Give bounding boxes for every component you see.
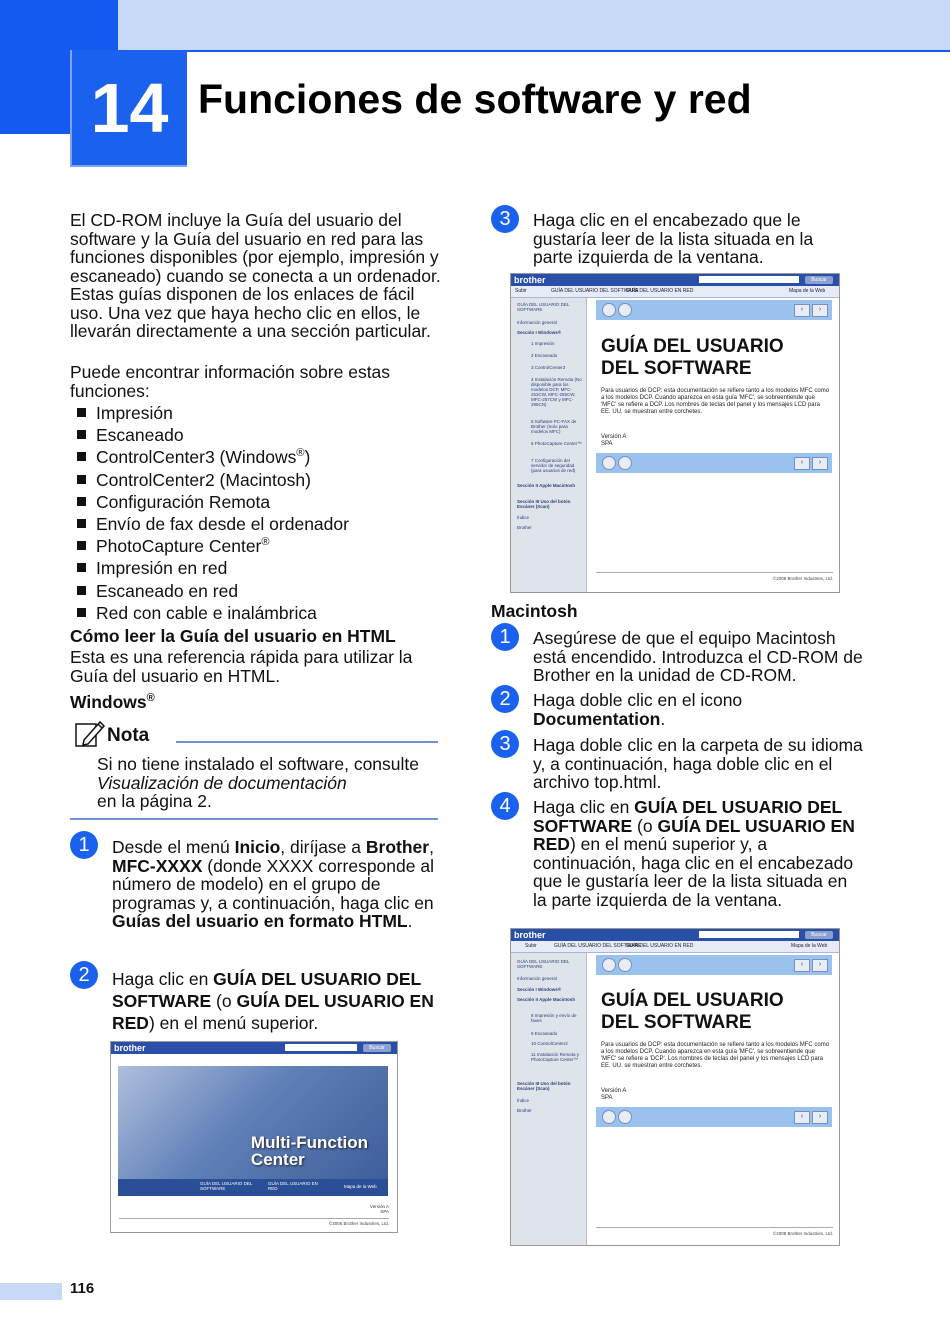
step-3-text: Haga clic en el encabezado que le gustaría leer de la lista situada en la parte izquierda de la ventana.	[533, 210, 814, 267]
footer-rule	[119, 1218, 389, 1219]
search-input[interactable]	[699, 931, 799, 938]
bullet-item: Escaneado en red	[77, 582, 238, 601]
screenshot-software-guide-mac	[510, 928, 840, 1246]
footer-rule	[596, 1227, 833, 1228]
sidebar-item[interactable]: Sección III Uso del botón Escáner (Scan)	[517, 499, 571, 509]
search-button[interactable]: Buscar	[805, 931, 833, 939]
sidebar-item[interactable]: 6 PhotoCapture Center™	[531, 441, 582, 446]
print-icon[interactable]	[618, 958, 632, 972]
version-text: Versión A SPA	[601, 1088, 627, 1101]
sidebar-item[interactable]: 11 Instalación Remota y PhotoCapture Center™	[531, 1052, 579, 1062]
hero-image	[118, 1066, 388, 1196]
bullet-item: Red con cable e inalámbrica	[77, 604, 317, 623]
mac-step-4-text: Haga clic en GUÍA DEL USUARIO DEL SOFTWARE (o GUÍA DEL USUARIO EN RED) en el menú superior y, a continuación, haga clic en el encabezado que le gustaría leer de la lista situada en la parte izquierda de la ventana.	[533, 797, 855, 910]
tab-up[interactable]: Subir	[515, 288, 527, 294]
pencil-note-icon	[74, 718, 106, 748]
bullet-item: Configuración Remota	[77, 493, 270, 512]
next-icon[interactable]: ›	[812, 457, 828, 470]
tab-network-guide[interactable]: GUÍA DEL USUARIO EN RED	[626, 943, 694, 949]
menu-network-guide[interactable]: GUÍA DEL USUARIO EN RED	[268, 1181, 318, 1191]
guide-title: GUÍA DEL USUARIO DEL SOFTWARE	[601, 990, 784, 1033]
print-icon[interactable]	[618, 303, 632, 317]
prev-icon[interactable]: ‹	[794, 959, 810, 972]
brother-logo: brother	[514, 930, 546, 940]
header-rule	[118, 50, 950, 52]
footer-rule	[596, 572, 833, 573]
sidebar-item[interactable]: Sección III Uso del botón Escáner (Scan)	[517, 1081, 571, 1091]
sidebar	[511, 953, 587, 1245]
content-header-bar	[596, 955, 832, 975]
step-number: 1	[70, 831, 98, 859]
step-number: 4	[491, 792, 519, 820]
hero-menu	[118, 1179, 388, 1196]
next-icon[interactable]: ›	[812, 1111, 828, 1124]
bullet-item: Impresión	[77, 404, 173, 423]
tab-software-guide[interactable]: GUÍA DEL USUARIO DEL SOFTWARE	[554, 943, 642, 949]
header-band	[0, 0, 950, 50]
sidebar-item[interactable]: 8 Impresión y envío de faxes	[531, 1013, 577, 1023]
howto-paragraph: Esta es una referencia rápida para utilizar la Guía del usuario en HTML.	[70, 647, 413, 686]
intro-paragraph: El CD-ROM incluye la Guía del usuario del software y la Guía del usuario en red para las funciones disponibles (por ejemplo, impresión y escaneado) cuando se conecta a un ordenador. Estas guías disponen de los enlaces de fácil uso. Una vez que haya hecho clic en ellos, le llevarán directamente a una sección particular.	[70, 210, 441, 341]
prev-icon[interactable]: ‹	[794, 1111, 810, 1124]
top-menu	[511, 286, 839, 298]
menu-software-guide[interactable]: GUÍA DEL USUARIO DEL SOFTWARE	[200, 1181, 253, 1191]
step-2-text: Haga clic en GUÍA DEL USUARIO DEL SOFTWARE (o GUÍA DEL USUARIO EN RED) en el menú superior.	[112, 969, 434, 1033]
bullet-item: Impresión en red	[77, 559, 227, 578]
search-button[interactable]: Buscar	[363, 1044, 391, 1052]
home-icon[interactable]	[602, 958, 616, 972]
sidebar-item[interactable]: 4 Instalación Remota (No disponible para los modelos DCP, MFC-253CW, MFC-255CW, MFC-257CW y MFC-295CN)	[531, 377, 582, 407]
mac-step-1-text: Asegúrese de que el equipo Macintosh está encendido. Introduzca el CD-ROM de Brother en la unidad de CD-ROM.	[533, 628, 863, 685]
bullet-item: PhotoCapture Center®	[77, 537, 270, 556]
tab-sitemap[interactable]: Mapa de la Web	[789, 288, 826, 294]
guide-body: Para usuarios de DCP: esta documentación se refiere tanto a los modelos MFC como a los modelos DCP. Cuando aparezca en esta guía 'MFC', se sobreentiende que 'MFC' se refiere a DCP. Los nombres de teclas del panel y los mensajes LCD para EE. UU. se muestran entre corchetes.	[601, 388, 830, 415]
sidebar-item[interactable]: Brother	[517, 1108, 532, 1113]
version-text: Versión A SPA	[601, 434, 627, 447]
mac-step-3-text: Haga doble clic en la carpeta de su idioma y, a continuación, haga doble clic en el archivo top.html.	[533, 735, 863, 792]
print-icon[interactable]	[618, 456, 632, 470]
sidebar-item[interactable]: Brother	[517, 525, 532, 530]
step-1-text: Desde el menú Inicio, diríjase a Brother, MFC-XXXX (donde XXXX corresponde al número de modelo) en el grupo de programas y, a continuación, haga clic en Guías del usuario en formato HTML.	[112, 837, 434, 931]
next-icon[interactable]: ›	[812, 304, 828, 317]
step-number: 3	[491, 730, 519, 758]
top-menu	[511, 941, 839, 953]
step-number: 3	[491, 205, 519, 233]
home-icon[interactable]	[602, 456, 616, 470]
sidebar-item[interactable]: 2 Escaneado	[531, 353, 558, 358]
search-button[interactable]: Buscar	[805, 276, 833, 284]
macintosh-heading: Macintosh	[491, 601, 578, 621]
bullet-item: ControlCenter3 (Windows®)	[77, 448, 310, 467]
search-input[interactable]	[699, 276, 799, 283]
windows-heading: Windows®	[70, 692, 155, 712]
brother-logo: brother	[114, 1043, 146, 1053]
content-footer-bar	[596, 453, 832, 473]
tab-software-guide[interactable]: GUÍA DEL USUARIO DEL SOFTWARE	[551, 288, 639, 294]
sidebar-item[interactable]: 5 Software PC-FAX de Brother (Solo para modelos MFC)	[531, 419, 577, 434]
search-input[interactable]	[285, 1044, 357, 1051]
chapter-title: Funciones de software y red	[198, 76, 752, 122]
copyright: ©2008 Brother Industries, Ltd.	[772, 576, 833, 581]
step-number: 2	[70, 961, 98, 989]
content-header-bar	[596, 300, 832, 320]
home-icon[interactable]	[602, 303, 616, 317]
chapter-number: 14	[70, 50, 187, 167]
tab-sitemap[interactable]: Mapa de la Web	[791, 943, 828, 949]
note-top-rule	[176, 741, 438, 743]
hero-title: Multi-Function Center	[250, 1133, 368, 1169]
content-footer-bar	[596, 1107, 832, 1127]
find-info-paragraph: Puede encontrar información sobre estas funciones:	[70, 362, 391, 401]
prev-icon[interactable]: ‹	[794, 304, 810, 317]
sidebar-item[interactable]: 1 Impresión	[531, 341, 555, 346]
page-number: 116	[70, 1280, 95, 1297]
sidebar-item[interactable]: 7 Configuración del servidor de seguridad (para usuarios de red)	[531, 458, 576, 473]
sidebar-item[interactable]: GUÍA DEL USUARIO DEL SOFTWARE	[517, 302, 570, 312]
step-number: 1	[491, 623, 519, 651]
note-label: Nota	[107, 725, 150, 746]
bullet-item: ControlCenter2 (Macintosh)	[77, 471, 311, 490]
bullet-item: Escaneado	[77, 426, 184, 445]
sidebar	[511, 298, 587, 592]
tab-network-guide[interactable]: GUÍA DEL USUARIO EN RED	[626, 288, 694, 294]
guide-title: GUÍA DEL USUARIO DEL SOFTWARE	[601, 336, 784, 379]
sidebar-item[interactable]: Índice	[517, 1098, 530, 1103]
print-icon[interactable]	[618, 1110, 632, 1124]
screenshot-software-guide-windows	[510, 273, 840, 593]
sidebar-item[interactable]: GUÍA DEL USUARIO DEL SOFTWARE	[517, 959, 570, 969]
tab-up[interactable]: Subir	[525, 943, 537, 949]
step-number: 2	[491, 685, 519, 713]
next-icon[interactable]: ›	[812, 959, 828, 972]
sidebar-item[interactable]: Sección I Windows®	[517, 987, 562, 992]
bullet-item: Envío de fax desde el ordenador	[77, 515, 349, 534]
copyright: ©2006 Brother Industries, Ltd.	[328, 1221, 389, 1226]
sidebar-item[interactable]: Información general	[517, 320, 557, 325]
guide-body: Para usuarios de DCP: esta documentación se refiere tanto a los modelos MFC como a los modelos DCP. Cuando aparezca en esta guía 'MFC', se sobreentiende que 'MFC' se refiere a 'DCP'. Los nombres de teclas del panel y los mensajes LCD para EE. UU. se muestran entre corchetes.	[601, 1042, 830, 1069]
sidebar-item[interactable]: Información general	[517, 976, 557, 981]
sidebar-item[interactable]: 3 ControlCenter3	[531, 365, 566, 370]
sidebar-item[interactable]: 9 Escaneado	[531, 1031, 558, 1036]
sidebar-item[interactable]: Índice	[517, 515, 530, 520]
prev-icon[interactable]: ‹	[794, 457, 810, 470]
mac-step-2-text: Haga doble clic en el icono Documentation.	[533, 690, 743, 729]
sidebar-item[interactable]: 10 ControlCenter2	[531, 1041, 568, 1046]
screenshot-multifunction-center	[110, 1041, 398, 1233]
howto-heading: Cómo leer la Guía del usuario en HTML	[70, 626, 396, 646]
page-tab	[0, 1283, 62, 1300]
sidebar-item[interactable]: Sección I Windows®	[517, 330, 562, 335]
brother-logo: brother	[514, 275, 546, 285]
version-text: Versión A SPA	[369, 1204, 389, 1214]
note-text: Si no tiene instalado el software, consulte Visualización de documentación en la página 2.	[97, 754, 419, 811]
sidebar-item[interactable]: Sección II Apple Macintosh	[517, 997, 576, 1002]
sidebar-item[interactable]: Sección II Apple Macintosh	[517, 483, 576, 488]
copyright: ©2008 Brother Industries, Ltd.	[772, 1231, 833, 1236]
note-bottom-rule	[70, 818, 438, 820]
home-icon[interactable]	[602, 1110, 616, 1124]
menu-sitemap[interactable]: Mapa de la Web	[344, 1184, 377, 1189]
